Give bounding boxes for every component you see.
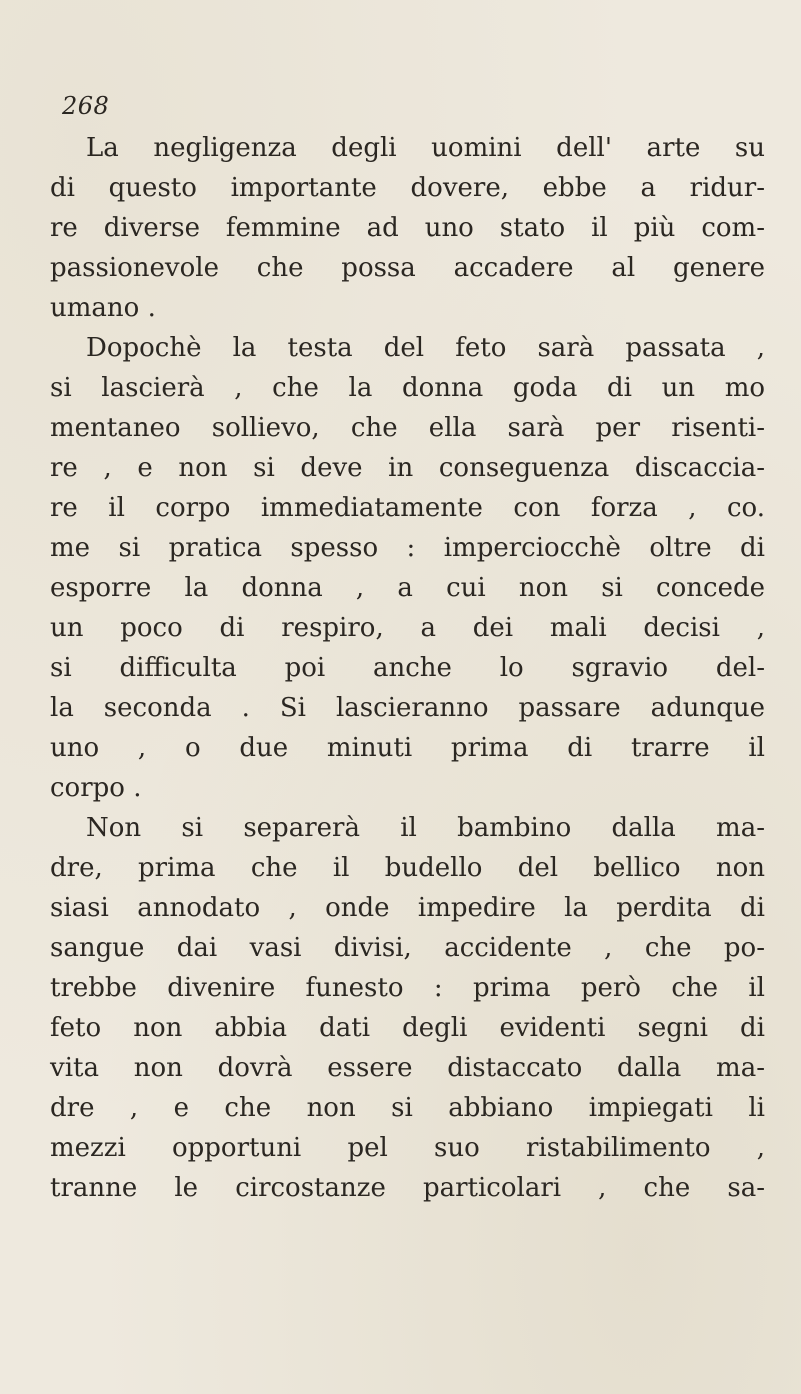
text-line: mentaneo sollievo, che ella sarà per risenti- (50, 413, 765, 443)
text-line: corpo . (50, 773, 142, 803)
text-line: Non si separerà il bambino dalla ma- (86, 813, 765, 843)
text-line: sangue dai vasi divisi, accidente , che po- (50, 933, 765, 963)
page-number: 268 (62, 92, 110, 120)
text-line: di questo importante dovere, ebbe a ridur- (50, 173, 765, 203)
text-line: vita non dovrà essere distaccato dalla ma- (50, 1053, 765, 1083)
text-line: siasi annodato , onde impedire la perdita di (50, 893, 765, 923)
paragraph-3 (50, 808, 765, 1208)
text-line: dre , e che non si abbiano impiegati li (50, 1093, 765, 1123)
text-line: re diverse femmine ad uno stato il più com- (50, 213, 765, 243)
text-line: uno , o due minuti prima di trarre il (50, 733, 765, 763)
text-line: la seconda . Si lascieranno passare adunque (50, 693, 765, 723)
text-line: tranne le circostanze particolari , che sa- (50, 1173, 765, 1203)
text-line: si difficulta poi anche lo sgravio del- (50, 653, 765, 683)
text-line: re , e non si deve in conseguenza discaccia- (50, 453, 765, 483)
text-line: Dopochè la testa del feto sarà passata , (86, 333, 765, 363)
text-line: si lascierà , che la donna goda di un mo (50, 373, 765, 403)
text-line: esporre la donna , a cui non si concede (50, 573, 765, 603)
body-text (50, 128, 765, 1208)
text-line: un poco di respiro, a dei mali decisi , (50, 613, 765, 643)
text-line: La negligenza degli uomini dell' arte su (86, 133, 765, 163)
text-line: re il corpo immediatamente con forza , co. (50, 493, 765, 523)
text-line: me si pratica spesso : imperciocchè oltre di (50, 533, 765, 563)
text-line: passionevole che possa accadere al genere (50, 253, 765, 283)
text-line: dre, prima che il budello del bellico non (50, 853, 765, 883)
text-line: feto non abbia dati degli evidenti segni di (50, 1013, 765, 1043)
text-line: mezzi opportuni pel suo ristabilimento , (50, 1133, 765, 1163)
paragraph-1 (50, 128, 765, 328)
paragraph-2 (50, 328, 765, 808)
text-line: trebbe divenire funesto : prima però che il (50, 973, 765, 1003)
text-line: umano . (50, 293, 156, 323)
